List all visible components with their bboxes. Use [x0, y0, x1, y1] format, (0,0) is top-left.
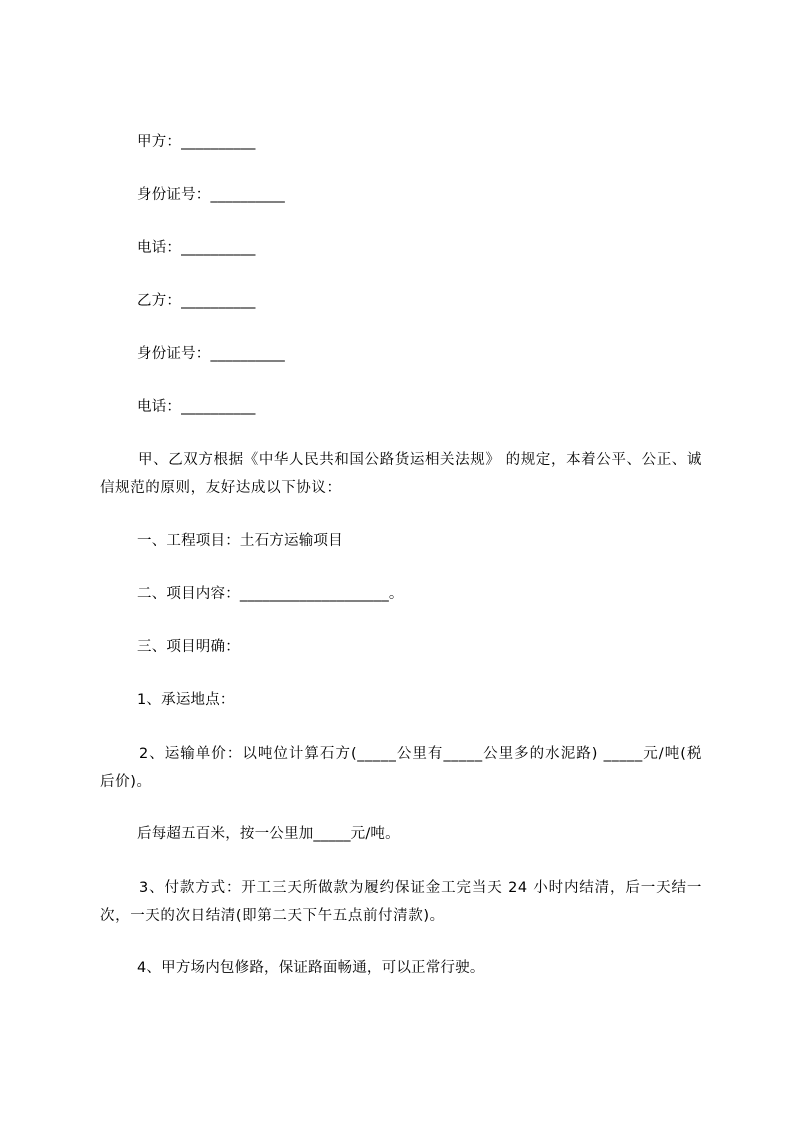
extra-distance-rate: 后每超五百米，按一公里加_____元/吨。: [137, 826, 400, 842]
party-b-name: 乙方：__________: [137, 293, 256, 309]
item-payment: 3、付款方式：开工三天所做款为履约保证金工完当天 24 小时内结清，后一天结一次，一天的次日结清(即第二天下午五点前付清款)。: [100, 880, 702, 924]
intro-paragraph: 甲、乙双方根据《中华人民共和国公路货运相关法规》 的规定，本着公平、公正、诚信规范的原则，友好达成以下协议：: [100, 452, 702, 496]
item-location: 1、承运地点：: [137, 692, 235, 708]
party-b-id: 身份证号：__________: [137, 346, 285, 362]
clause-specification: 三、项目明确：: [137, 639, 240, 655]
party-a-name: 甲方：__________: [137, 134, 256, 150]
party-a-phone: 电话：__________: [137, 240, 256, 256]
party-a-id: 身份证号：__________: [137, 187, 285, 203]
clause-content: 二、项目内容：____________________。: [137, 586, 404, 602]
item-unit-price: 2、运输单价：以吨位计算石方(_____公里有_____公里多的水泥路) _____元/吨(税后价)。: [100, 746, 702, 790]
item-road-maintenance: 4、甲方场内包修路，保证路面畅通，可以正常行驶。: [137, 960, 485, 976]
party-b-phone: 电话：__________: [137, 399, 256, 415]
clause-project: 一、工程项目：土石方运输项目: [137, 533, 343, 549]
